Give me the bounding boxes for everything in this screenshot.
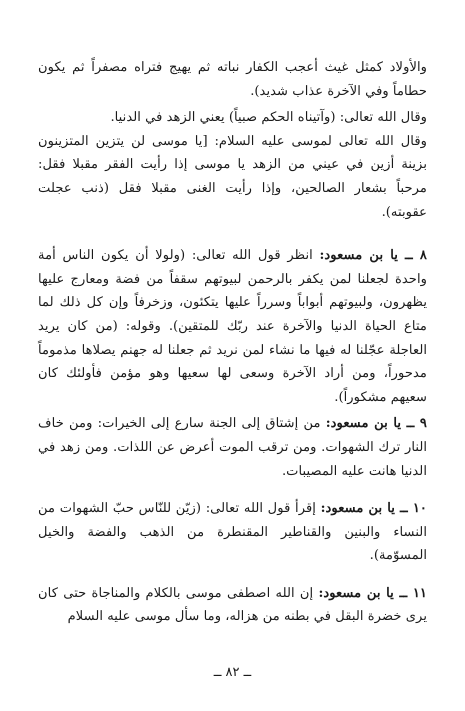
paragraph-text: وقال الله تعالى لموسى عليه السلام: [يا موسى لن يتزين المتزينون بزينة أزين في عيني من الزهد يا موسى إذا رأيت الفقر مقبلا فقل: مرحباً بشعار الصالحين، وإذا رأيت الغنى مقبلا فقل (ذنب عجلت عقوبته).	[38, 133, 427, 220]
paragraph-text: والأولاد كمثل غيث أعجب الكفار نباته ثم يهيج فتراه مصفراً ثم يكون حطاماً وفي الآخرة عذاب شديد).	[38, 60, 427, 99]
section-10	[38, 497, 427, 568]
section-9	[38, 412, 427, 483]
paragraph-zuhd-quote	[38, 106, 427, 130]
paragraph-text: إقرأ قول الله تعالى: (زيّن للنّاس حبّ الشهوات من النساء والبنين والقناطير المقنطرة من الذهب والفضة والخيل المسوّمة).	[38, 501, 427, 564]
section-11	[38, 582, 427, 629]
paragraph-text: انظر قول الله تعالى: (ولولا أن يكون الناس أمة واحدة لجعلنا لمن يكفر بالرحمن لبيوتهم سقفاً من فضة ومعارج عليها يظهرون، ولبيوتهم أبواباً وسرراً عليها يتكئون، وزخرفاً وإن كل ذلك لما متاع الحياة الدنيا والآخرة عند ربّك للمتقين). وقوله: (من كان يريد العاجلة عجّلنا له فيها ما نشاء لمن نريد ثم جعلنا له جهنم يصلاها مذموماً مدحوراً، ومن أراد الآخرة وسعى لها سعيها وهو مؤمن فأولئك كان سعيهم مشكوراً).	[38, 248, 427, 405]
paragraph-musa-address	[38, 130, 427, 224]
page-number: ــ ٨٢ ــ	[213, 665, 252, 680]
paragraph-text: وقال الله تعالى: (وآتيناه الحكم صبياً) يعني الزهد في الدنيا.	[110, 110, 427, 126]
section-heading: ٨ ــ يا بن مسعود:	[319, 248, 427, 264]
section-heading: ٩ ــ يا بن مسعود:	[325, 416, 428, 432]
section-heading: ١٠ ــ يا بن مسعود:	[320, 501, 427, 517]
section-heading: ١١ ــ يا بن مسعود:	[318, 585, 428, 601]
section-8	[38, 244, 427, 409]
paragraph-text: إن الله اصطفى موسى بالكلام والمناجاة حتى كان يرى خضرة البقل في بطنه من هزاله، وما سأل موسى عليه السلام	[38, 585, 427, 625]
paragraph-verse-continuation	[38, 56, 427, 103]
paragraph-text: من إشتاق إلى الجنة سارع إلى الخيرات: ومن خاف النار ترك الشهوات. ومن ترقب الموت أعرض عن اللذات. ومن زهد في الدنيا هانت عليه المصيبات.	[38, 416, 427, 479]
